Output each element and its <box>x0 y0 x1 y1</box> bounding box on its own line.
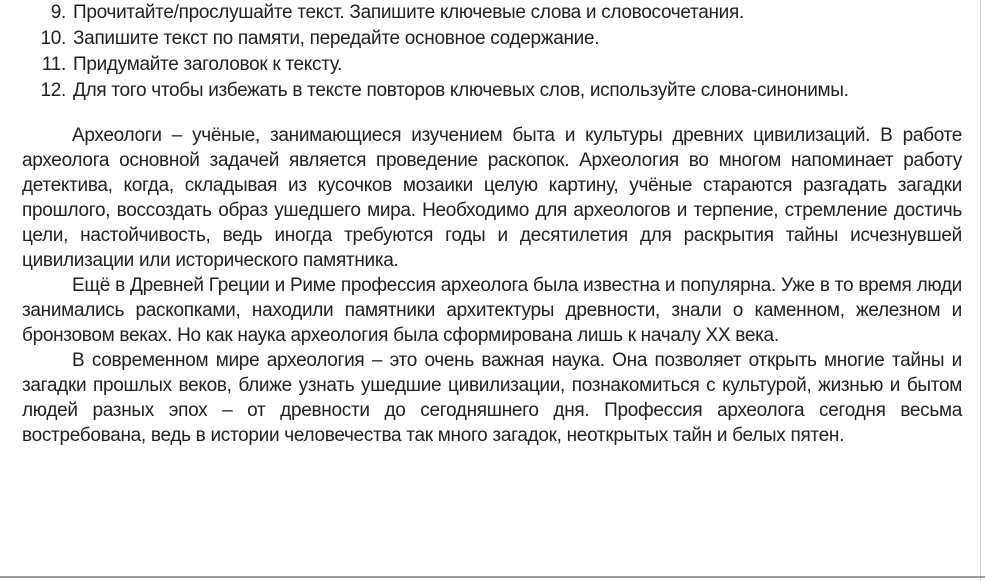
list-item-text: Прочитайте/прослушайте текст. Запишите ключевые слова и словосочетания. <box>73 2 744 23</box>
list-item <box>22 52 962 78</box>
list-item-number: 12. <box>40 80 66 101</box>
paragraph: Ещё в Древней Греции и Риме профессия археолога была известна и популярна. Уже в то время люди занимались раскопками, находили памятники архитектуры древности, знали о каменном, железном и бронзовом веках. Но как наука археология была сформирована лишь к началу XX века. <box>22 275 962 346</box>
list-item-text: Придумайте заголовок к тексту. <box>73 54 343 75</box>
list-item <box>22 0 962 26</box>
list-item-number: 9. <box>50 2 66 23</box>
exercise-list <box>22 0 962 104</box>
list-item-number: 11. <box>41 54 66 75</box>
list-item <box>22 26 962 52</box>
list-item-number: 10. <box>40 28 66 49</box>
page-edge-bottom-line <box>0 576 985 578</box>
page-edge-right-line <box>980 0 981 581</box>
paragraph: Археологи – учёные, занимающиеся изучением быта и культуры древних цивилизаций. В работе археолога основной задачей является проведение раскопок. Археология во многом напоминает работу детектива, когда, складывая из кусочков мозаики целую картину, учёные стараются разгадать загадки прошлого, воссоздать образ ушедшего мира. Необходимо для археологов и терпение, стремление достичь цели, настойчивость, ведь иногда требуются годы и десятилетия для раскрытия тайны исчезнувшей цивилизации или исторического памятника. <box>22 125 962 271</box>
list-item <box>22 78 962 104</box>
article-text <box>22 123 962 448</box>
list-item-text: Для того чтобы избежать в тексте повторов ключевых слов, используйте слова-синонимы. <box>73 80 849 101</box>
paragraph: В современном мире археология – это очень важная наука. Она позволяет открыть многие тайны и загадки прошлых веков, ближе узнать ушедшие цивилизации, познакомиться с культурой, жизнью и бытом людей разных эпох – от древности до сегодняшнего дня. Профессия археолога сегодня весьма востребована, ведь в истории человечества так много загадок, неоткрытых тайн и белых пятен. <box>22 350 962 446</box>
list-item-text: Запишите текст по памяти, передайте основное содержание. <box>73 28 600 49</box>
